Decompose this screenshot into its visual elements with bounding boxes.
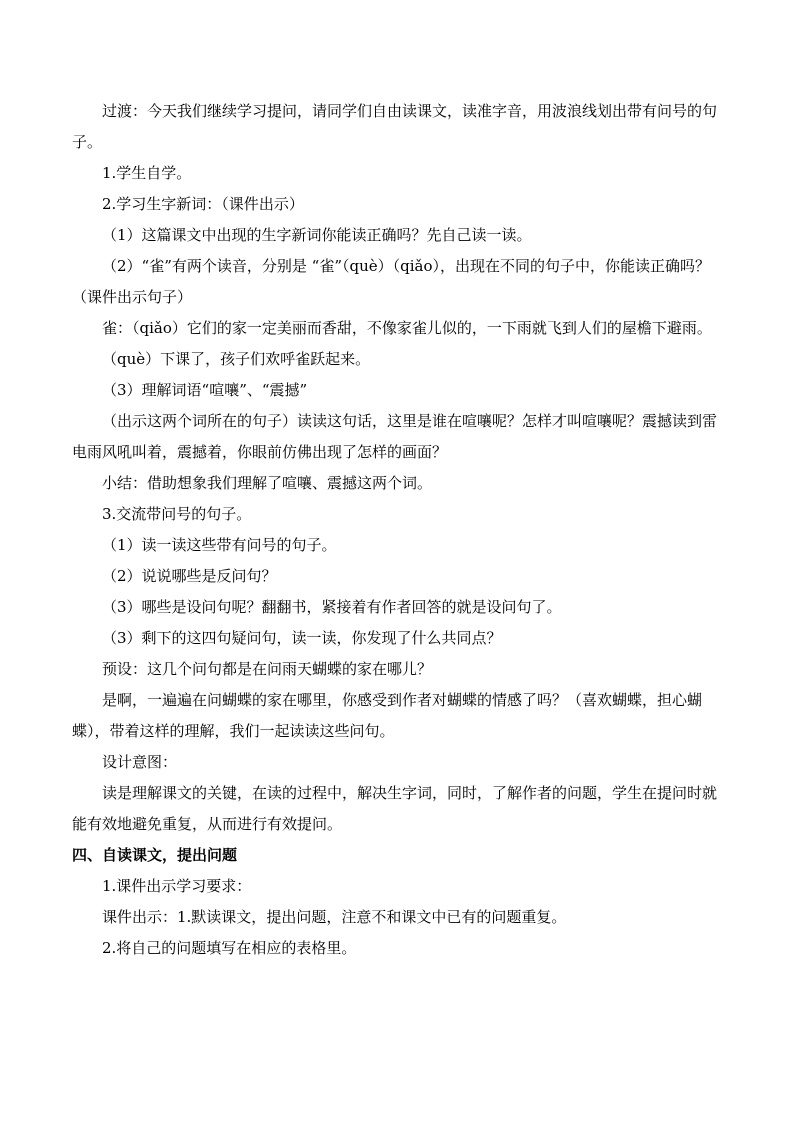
paragraph-fill-table: 2.将自己的问题填写在相应的表格里。: [102, 939, 357, 957]
paragraph-read-correctly: （1）这篇课文中出现的生字新词你能读正确吗？先自己读一读。: [102, 226, 532, 244]
paragraph-read-questions: （1）读一读这些带有问号的句子。: [102, 536, 337, 554]
paragraph-design-intent-label: 设计意图：: [102, 753, 178, 771]
paragraph-transition: 过渡：今天我们继续学习提问，请同学们自由读课文，读准字音，用波浪线划出带有问号的句子。: [72, 102, 718, 151]
paragraph-self-answered: （3）哪些是设问句呢？翻翻书，紧接着有作者回答的就是设问句了。: [102, 598, 562, 616]
paragraph-summary: 小结：借助想象我们理解了喧嚷、震撼这两个词。: [102, 474, 433, 492]
section-heading-four: 四、自读课文，提出问题: [72, 846, 238, 864]
paragraph-rhetorical: （2）说说哪些是反问句？: [102, 567, 277, 585]
paragraph-understand-words: （3）理解词语“喧嚷”、“震撼”: [102, 381, 308, 399]
paragraph-presumption: 预设：这几个问句都是在问雨天蝴蝶的家在哪儿？: [102, 660, 433, 678]
paragraph-courseware: 课件出示：1.默读课文，提出问题，注意不和课文中已有的问题重复。: [102, 908, 567, 926]
document-body: [72, 96, 722, 964]
paragraph-exchange-questions: 3.交流带问号的句子。: [102, 505, 252, 523]
paragraph-show-sentences: （出示这两个词所在的句子）读读这句话，这里是谁在喧嚷呢？怎样才叫喧嚷呢？震撼读到雷电雨风吼叫着，震撼着，你眼前仿佛出现了怎样的画面？: [72, 412, 718, 461]
paragraph-design-intent: 读是理解课文的关键，在读的过程中，解决生字词，同时，了解作者的问题，学生在提问时就能有效地避免重复，从而进行有效提问。: [72, 784, 718, 833]
paragraph-emotion: 是啊，一遍遍在问蝴蝶的家在哪里，你感受到作者对蝴蝶的情感了吗？（喜欢蝴蝶，担心蝴蝶），带着这样的理解，我们一起读读这些问句。: [72, 691, 703, 740]
paragraph-self-study: 1.学生自学。: [102, 164, 192, 182]
paragraph-que-sentence: （què）下课了，孩子们欢呼雀跃起来。: [102, 350, 371, 368]
paragraph-qiao-sentence: 雀：（qiǎo）它们的家一定美丽而香甜，不像家雀儿似的，一下雨就飞到人们的屋檐下避雨。: [102, 319, 712, 337]
paragraph-requirements: 1.课件出示学习要求：: [102, 877, 252, 895]
paragraph-que-pronunciation: （2）“雀”有两个读音，分别是 “雀”（què）（qiǎo），出现在不同的句子中，你能读正确吗？（课件出示句子）: [72, 257, 711, 306]
paragraph-remaining-questions: （3）剩下的这四句疑问句，读一读，你发现了什么共同点？: [102, 629, 502, 647]
paragraph-new-words: 2.学习生字新词：（课件出示）: [102, 195, 304, 213]
